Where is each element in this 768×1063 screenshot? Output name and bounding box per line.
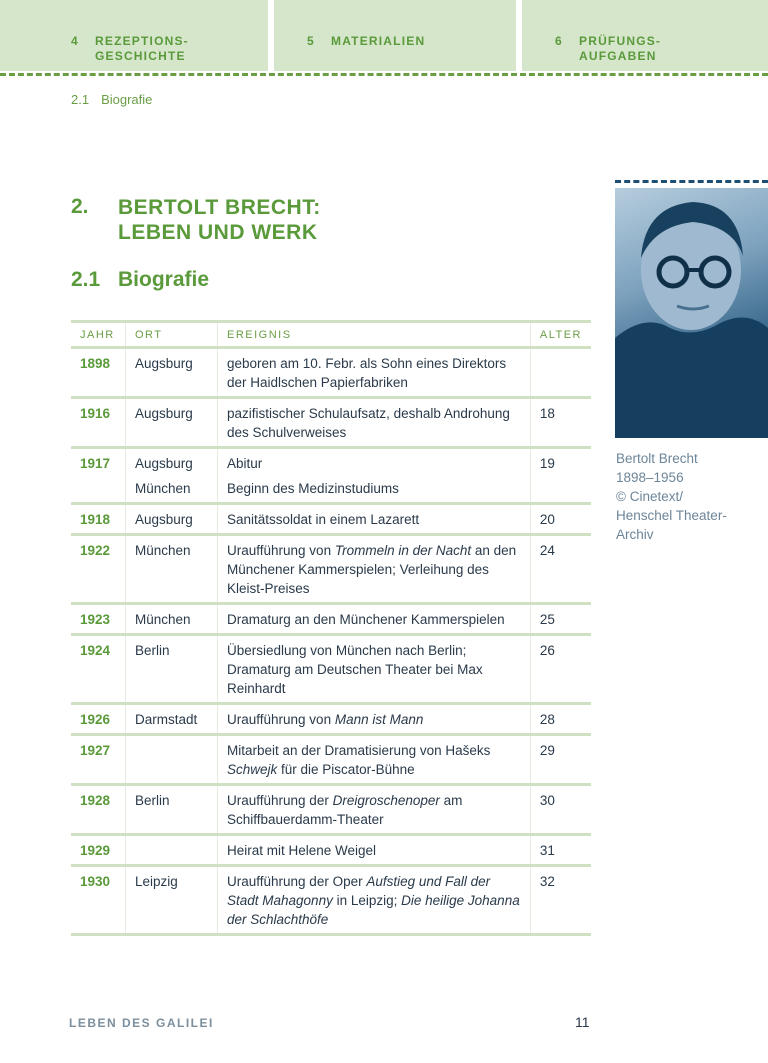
year-cell: 1922 bbox=[71, 535, 126, 604]
header-event: EREIGNIS bbox=[218, 322, 531, 348]
nav-tab-rezeptionsgeschichte[interactable] bbox=[0, 0, 268, 71]
table-row bbox=[71, 535, 591, 604]
breadcrumb: 2.1 Biografie bbox=[71, 92, 153, 107]
footer-book-title: LEBEN DES GALILEI bbox=[69, 1016, 214, 1030]
place-cell: München bbox=[126, 473, 218, 504]
table-row bbox=[71, 785, 591, 835]
age-cell: 25 bbox=[530, 604, 591, 635]
work-title: Trommeln in der Nacht bbox=[334, 543, 472, 558]
header-place: ORT bbox=[126, 322, 218, 348]
nav-tab-number: 5 bbox=[307, 34, 315, 48]
age-cell: 18 bbox=[530, 398, 591, 448]
place-cell bbox=[126, 735, 218, 785]
year-cell bbox=[71, 473, 126, 504]
age-cell: 20 bbox=[530, 504, 591, 535]
year-cell: 1924 bbox=[71, 635, 126, 704]
event-cell: Uraufführung von Trommeln in der Nacht an den Münchener Kammerspielen; Verleihung des Kleist-Preises bbox=[218, 535, 531, 604]
work-title: Aufstieg und Fall der Stadt Mahagonny bbox=[227, 874, 491, 908]
table-row bbox=[71, 473, 591, 504]
section-number: 2.1 bbox=[71, 268, 101, 291]
nav-tab-number: 4 bbox=[71, 34, 79, 48]
age-cell: 32 bbox=[530, 866, 591, 935]
age-cell: 19 bbox=[530, 448, 591, 474]
place-cell: Leipzig bbox=[126, 866, 218, 935]
work-title: Mann ist Mann bbox=[334, 712, 424, 727]
portrait-photo bbox=[615, 188, 768, 438]
table-row bbox=[71, 635, 591, 704]
event-cell: pazifistischer Schulaufsatz, deshalb Androhung des Schulverweises bbox=[218, 398, 531, 448]
year-cell: 1917 bbox=[80, 456, 111, 471]
chapter-title: BERTOLT BRECHT: LEBEN UND WERK bbox=[118, 196, 321, 244]
header-year: JAHR bbox=[71, 322, 126, 348]
event-cell: Uraufführung der Oper Aufstieg und Fall der Stadt Mahagonny in Leipzig; Die heilige Johanna der Schlachthöfe bbox=[218, 866, 531, 935]
nav-tab-materialien[interactable] bbox=[274, 0, 516, 71]
chapter-nav bbox=[0, 0, 768, 71]
nav-tab-number: 6 bbox=[555, 34, 563, 48]
place-cell bbox=[126, 835, 218, 866]
nav-tab-label: MATERIALIEN bbox=[331, 34, 426, 48]
age-cell: 28 bbox=[530, 704, 591, 735]
biography-table bbox=[71, 320, 591, 936]
table-row bbox=[71, 398, 591, 448]
place-cell: Augsburg bbox=[126, 448, 218, 474]
place-cell: Berlin bbox=[126, 635, 218, 704]
chapter-number: 2. bbox=[71, 195, 89, 218]
table-header-row bbox=[71, 322, 591, 348]
work-title: Schwejk bbox=[227, 762, 278, 777]
event-cell: Beginn des Medizinstudiums bbox=[218, 473, 531, 504]
event-cell: Uraufführung der Dreigroschenoper am Schiffbauerdamm-Theater bbox=[218, 785, 531, 835]
header-age: ALTER bbox=[530, 322, 591, 348]
header-divider bbox=[0, 73, 768, 76]
year-cell: 1928 bbox=[71, 785, 126, 835]
page-number: 11 bbox=[575, 1014, 590, 1030]
year-cell: 1926 bbox=[71, 704, 126, 735]
work-title: Die heilige Johanna der Schlachthöfe bbox=[227, 893, 520, 927]
table-row bbox=[71, 348, 591, 398]
place-cell: Augsburg bbox=[126, 504, 218, 535]
place-cell: Berlin bbox=[126, 785, 218, 835]
photo-caption: Bertolt Brecht 1898–1956 © Cinetext/ Henschel Theater- Archiv bbox=[616, 451, 727, 542]
nav-tab-label: REZEPTIONS- GESCHICHTE bbox=[95, 34, 189, 63]
year-cell: 1916 bbox=[71, 398, 126, 448]
year-cell: 1898 bbox=[71, 348, 126, 398]
age-cell: 30 bbox=[530, 785, 591, 835]
age-cell bbox=[530, 473, 591, 504]
event-cell: Abitur bbox=[218, 448, 531, 474]
event-cell: Sanitätssoldat in einem Lazarett bbox=[218, 504, 531, 535]
event-cell: Uraufführung von Mann ist Mann bbox=[218, 704, 531, 735]
nav-tab-pruefungsaufgaben[interactable] bbox=[522, 0, 768, 71]
table-row bbox=[71, 504, 591, 535]
portrait-image-icon bbox=[615, 188, 768, 438]
place-cell: Darmstadt bbox=[126, 704, 218, 735]
event-cell: Mitarbeit an der Dramatisierung von Hašeks Schwejk für die Piscator-Bühne bbox=[218, 735, 531, 785]
year-cell: 1929 bbox=[71, 835, 126, 866]
event-cell: Heirat mit Helene Weigel bbox=[218, 835, 531, 866]
table-row bbox=[71, 735, 591, 785]
place-cell: München bbox=[126, 535, 218, 604]
year-cell: 1930 bbox=[71, 866, 126, 935]
place-cell: Augsburg bbox=[126, 398, 218, 448]
table-row bbox=[71, 604, 591, 635]
age-cell: 31 bbox=[530, 835, 591, 866]
nav-tab-label: PRÜFUNGS- AUFGABEN bbox=[579, 34, 662, 63]
work-title: Dreigroschenoper bbox=[332, 793, 440, 808]
table-row bbox=[71, 835, 591, 866]
event-cell: Übersiedlung von München nach Berlin; Dramaturg am Deutschen Theater bei Max Reinhardt bbox=[218, 635, 531, 704]
event-cell: Dramaturg an den Münchener Kammerspielen bbox=[218, 604, 531, 635]
age-cell bbox=[530, 348, 591, 398]
place-cell: München bbox=[126, 604, 218, 635]
photo-divider bbox=[615, 180, 768, 183]
age-cell: 29 bbox=[530, 735, 591, 785]
age-cell: 24 bbox=[530, 535, 591, 604]
section-title: Biografie bbox=[118, 268, 210, 291]
event-cell: geboren am 10. Febr. als Sohn eines Direktors der Haidlschen Papierfabriken bbox=[218, 348, 531, 398]
year-cell: 1927 bbox=[71, 735, 126, 785]
place-cell: Augsburg bbox=[126, 348, 218, 398]
table-row bbox=[71, 866, 591, 935]
age-cell: 26 bbox=[530, 635, 591, 704]
table-row bbox=[71, 704, 591, 735]
table-row bbox=[71, 448, 591, 474]
year-cell: 1923 bbox=[71, 604, 126, 635]
year-cell: 1918 bbox=[71, 504, 126, 535]
